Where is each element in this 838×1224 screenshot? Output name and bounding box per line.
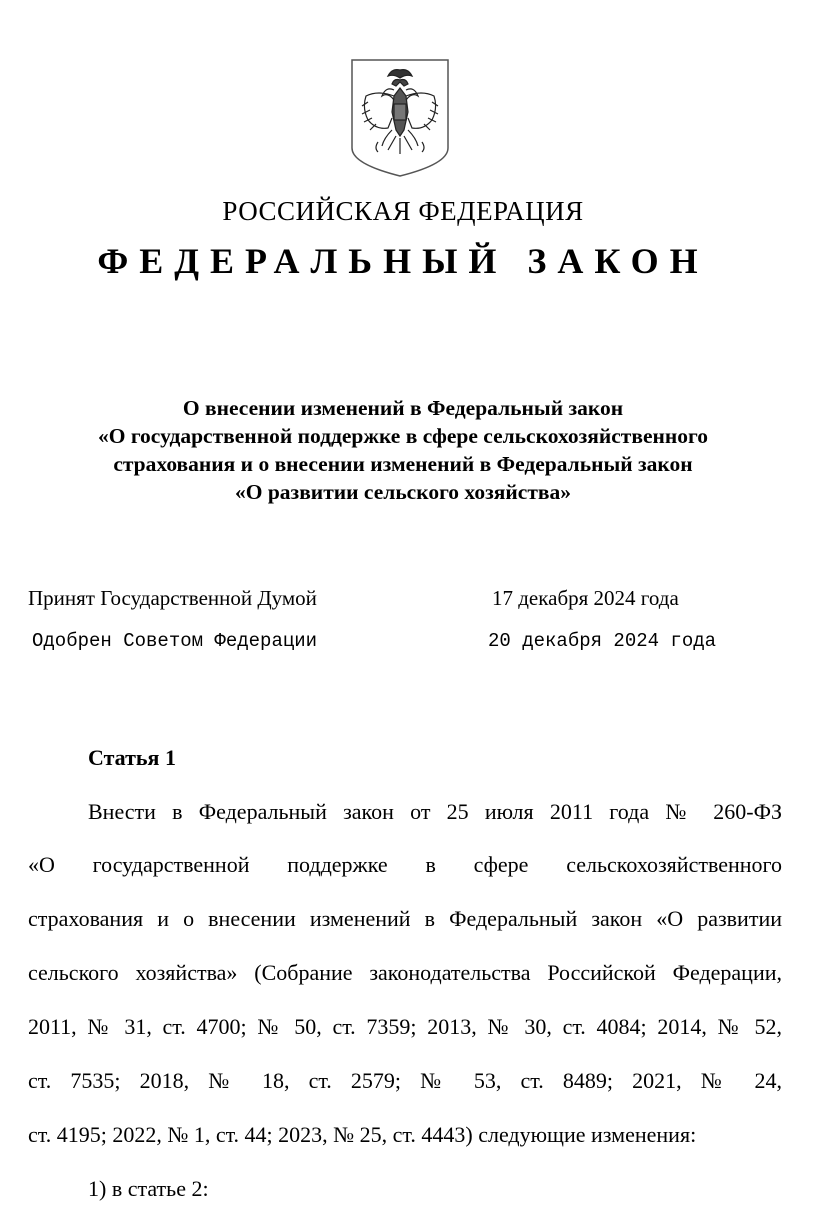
law-title-line: «О государственной поддержке в сфере сельскохозяйственного — [97, 424, 709, 448]
article-item: 1) в статье 2: — [88, 1176, 209, 1201]
council-approval-label: Одобрен Советом Федерации — [32, 630, 318, 652]
law-title-line: «О развитии сельского хозяйства» — [235, 480, 571, 504]
article-text-line: сельского хозяйства» (Собрание законодательства Российской Федерации, — [28, 960, 782, 985]
article-text-line: Внести в Федеральный закон от 25 июля 2011 года № 260-ФЗ — [88, 799, 782, 824]
law-title — [0, 394, 806, 506]
duma-adoption-date: 17 декабря 2024 года — [492, 586, 679, 610]
law-title-line: страхования и о внесении изменений в Федеральный закон — [113, 452, 693, 476]
article-heading: Статья 1 — [88, 745, 176, 770]
country-name: РОССИЙСКАЯ ФЕДЕРАЦИЯ — [222, 196, 584, 226]
article-text-line: страхования и о внесении изменений в Федеральный закон «О развитии — [28, 906, 782, 931]
article-text-line: «О государственной поддержке в сфере сельскохозяйственного — [28, 852, 782, 877]
article-text-line: ст. 4195; 2022, № 1, ст. 44; 2023, № 25, ст. 4443) следующие изменения: — [28, 1122, 697, 1147]
article-text-line: ст. 7535; 2018, № 18, ст. 2579; № 53, ст. 8489; 2021, № 24, — [28, 1068, 782, 1093]
law-title-line: О внесении изменений в Федеральный закон — [182, 396, 624, 420]
article-text-line: 2011, № 31, ст. 4700; № 50, ст. 7359; 2013, № 30, ст. 4084; 2014, № 52, — [28, 1014, 782, 1039]
council-approval-date: 20 декабря 2024 года — [488, 630, 717, 652]
duma-adoption-label: Принят Государственной Думой — [28, 586, 317, 610]
document-type: ФЕДЕРАЛЬНЫЙ ЗАКОН — [97, 241, 709, 281]
coat-of-arms-icon — [348, 56, 452, 180]
